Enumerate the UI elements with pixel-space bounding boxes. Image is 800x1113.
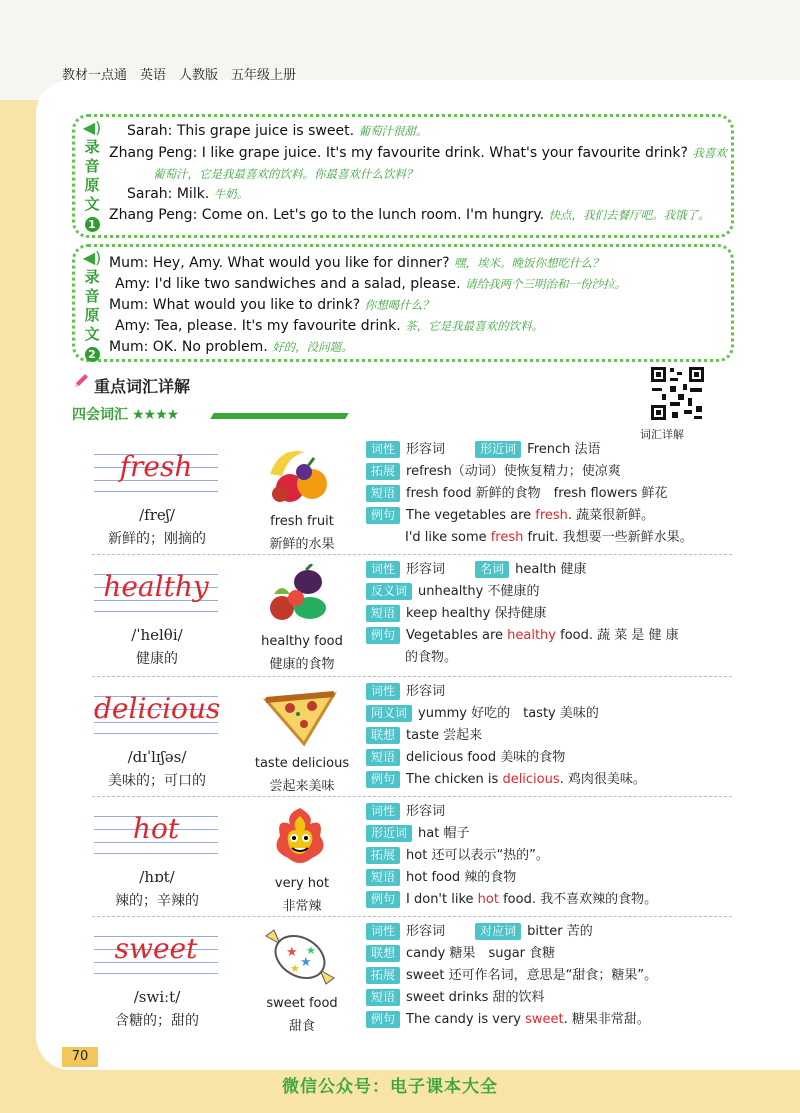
category-tag: 词性 [366, 441, 400, 458]
speaker-name: Zhang Peng: [109, 145, 198, 161]
highlighted-word: sweet [525, 1012, 564, 1027]
category-tag: 词性 [366, 561, 400, 578]
info-text: I don't like [406, 892, 478, 907]
row-separator [92, 796, 732, 797]
highlighted-word: hot [477, 892, 499, 907]
info-text: 形容词 [406, 924, 476, 939]
category-tag: 词性 [366, 683, 400, 700]
speaker-name: Mum: [109, 255, 149, 271]
info-line [366, 482, 667, 502]
category-tag: 名词 [475, 561, 509, 578]
english-text: Hey, Amy. What would you like for dinner? [152, 255, 450, 271]
info-text: candy 糖果 sugar 食糖 [406, 946, 556, 961]
transcript-line [109, 145, 727, 161]
vocabulary-row [92, 680, 732, 795]
transcript-number: 1 [85, 217, 100, 232]
info-line [366, 702, 599, 722]
info-line [366, 888, 657, 908]
picture-caption-chinese: 新鲜的水果 [269, 537, 335, 552]
info-line [366, 1008, 650, 1028]
info-text: hat 帽子 [418, 826, 470, 841]
transcript-line [109, 207, 710, 223]
headword: sweet [114, 932, 198, 965]
info-line [366, 866, 516, 886]
highlighted-word: fresh [490, 530, 524, 545]
category-tag: 短语 [366, 989, 400, 1006]
info-text: 形容词 [406, 804, 446, 819]
speaker-name: Amy: [115, 276, 151, 292]
transcript-line [115, 318, 543, 334]
food-illustration [260, 564, 340, 626]
english-text: Tea, please. It's my favourite drink. [154, 318, 401, 334]
footer-wechat: 微信公众号：电子课本大全 [282, 1077, 498, 1097]
chinese-translation: 请给我两个三明治和一份沙拉。 [465, 277, 627, 291]
chinese-translation: 你想喝什么？ [364, 298, 434, 312]
info-text: sweet drinks 甜的饮料 [406, 990, 545, 1005]
info-line [366, 438, 601, 458]
row-separator [92, 676, 732, 677]
vocabulary-row [92, 920, 732, 1035]
highlighted-word: delicious [502, 772, 560, 787]
category-tag: 短语 [366, 485, 400, 502]
chinese-translation: 葡萄汁，它是我最喜欢的饮料。你最喜欢什么饮料？ [153, 167, 418, 181]
page-number: 70 [62, 1047, 98, 1067]
transcript-label [81, 247, 103, 362]
headword: hot [132, 812, 180, 845]
category-tag: 对应词 [475, 923, 521, 940]
info-line [366, 558, 586, 578]
info-text: 形容词 [406, 684, 446, 699]
headword: delicious [94, 692, 221, 725]
category-tag: 联想 [366, 727, 400, 744]
english-text: Come on. Let's go to the lunch room. I'm hungry. [201, 207, 545, 223]
transcript-line [115, 276, 626, 292]
category-tag: 形近词 [475, 441, 521, 458]
info-text: food. 我不喜欢辣的食物。 [498, 892, 658, 907]
highlighted-word: healthy [507, 628, 556, 643]
chinese-translation: 快点，我们去餐厅吧。我饿了。 [548, 208, 710, 222]
info-text: 的食物。 [366, 650, 458, 665]
qr-code-label: 词汇详解 [640, 428, 684, 441]
info-text: Vegetables are [406, 628, 508, 643]
word-level-label [72, 404, 178, 424]
info-text: keep healthy 保持健康 [406, 606, 547, 621]
info-text: The chicken is [406, 772, 503, 787]
transcript-box-1 [72, 114, 734, 238]
info-line [366, 624, 679, 644]
info-text: I'd like some [366, 530, 491, 545]
speaker-name: Amy: [115, 318, 151, 334]
book-header: 教材一点通 英语 人教版 五年级上册 [62, 68, 297, 83]
phonetic: /ˈhelθi/ [131, 626, 183, 644]
transcript-box-2 [72, 244, 734, 362]
transcript-line [127, 186, 248, 202]
transcript-label [81, 117, 103, 232]
section-title: 重点词汇详解 [94, 377, 191, 396]
english-text: I like grape juice. It's my favourite drink. What's your favourite drink? [201, 145, 688, 161]
info-text: health 健康 [515, 562, 587, 577]
transcript-line [153, 166, 418, 182]
speaker-name: Mum: [109, 297, 149, 313]
food-illustration [260, 806, 340, 868]
info-text: French 法语 [527, 442, 601, 457]
vocabulary-row [92, 800, 732, 915]
info-text: yummy 好吃的 tasty 美味的 [418, 706, 599, 721]
info-line [366, 504, 654, 524]
picture-caption-chinese: 健康的食物 [269, 657, 335, 672]
food-illustration [260, 926, 340, 988]
chinese-translation: 茶，它是我最喜欢的饮料。 [405, 319, 544, 333]
info-text: bitter 苦的 [527, 924, 593, 939]
info-text: fresh food 新鲜的食物 fresh flowers 鲜花 [406, 486, 668, 501]
info-line [366, 680, 445, 700]
chinese-meaning: 美味的；可口的 [108, 773, 206, 789]
transcript-number: 2 [85, 347, 100, 362]
speaker-name: Mum: [109, 339, 149, 355]
word-level-text: 四会词汇 [72, 407, 128, 423]
highlighted-word: fresh [535, 508, 568, 523]
english-text: This grape juice is sweet. [176, 123, 355, 139]
category-tag: 形近词 [366, 825, 412, 842]
chinese-translation: 我喜欢 [692, 146, 727, 160]
category-tag: 例句 [366, 1011, 400, 1028]
info-line [366, 986, 545, 1006]
info-text: The candy is very [406, 1012, 526, 1027]
speaker-icon[interactable]: ◀) [82, 248, 102, 267]
transcript-line [109, 255, 603, 271]
speaker-name: Sarah: [127, 123, 173, 139]
english-text: I'd like two sandwiches and a salad, please. [154, 276, 461, 292]
category-tag: 拓展 [366, 463, 400, 480]
vocabulary-row [92, 438, 732, 553]
info-text: hot food 辣的食物 [406, 870, 517, 885]
headword: healthy [103, 570, 209, 603]
info-text: . 蔬菜很新鲜。 [567, 508, 655, 523]
picture-caption-english: fresh fruit [270, 514, 334, 529]
picture-caption-english: healthy food [261, 634, 343, 649]
picture-caption-chinese: 尝起来美味 [269, 779, 335, 794]
phonetic: /swiːt/ [133, 988, 181, 1006]
info-text: unhealthy 不健康的 [418, 584, 540, 599]
vocabulary-row [92, 558, 732, 673]
qr-code-icon[interactable] [650, 366, 705, 421]
info-line [366, 646, 457, 665]
speaker-name: Sarah: [127, 186, 173, 202]
english-text: OK. No problem. [152, 339, 268, 355]
headword: fresh [119, 450, 193, 483]
category-tag: 短语 [366, 605, 400, 622]
info-line [366, 724, 482, 744]
info-text: . 糖果非常甜。 [563, 1012, 650, 1027]
transcript-label-text: 录音原文 [82, 269, 101, 345]
info-line [366, 768, 646, 788]
category-tag: 例句 [366, 771, 400, 788]
chinese-meaning: 辣的；辛辣的 [115, 893, 199, 909]
info-line [366, 822, 469, 842]
info-text: sweet 还可作名词，意思是“甜食；糖果”。 [406, 968, 658, 983]
category-tag: 短语 [366, 749, 400, 766]
info-line [366, 746, 565, 766]
info-text: delicious food 美味的食物 [406, 750, 566, 765]
info-text: The vegetables are [406, 508, 536, 523]
chinese-translation: 葡萄汁很甜。 [358, 124, 428, 138]
category-tag: 例句 [366, 627, 400, 644]
phonetic: /dɪˈlɪʃəs/ [127, 748, 187, 766]
category-tag: 例句 [366, 891, 400, 908]
category-tag: 同义词 [366, 705, 412, 722]
info-text: . 鸡肉很美味。 [559, 772, 646, 787]
row-separator [92, 916, 732, 917]
info-text: taste 尝起来 [406, 728, 483, 743]
picture-caption-chinese: 非常辣 [282, 899, 322, 914]
picture-caption-english: sweet food [266, 996, 338, 1011]
info-line [366, 580, 539, 600]
info-text: 形容词 [406, 442, 476, 457]
info-text: 形容词 [406, 562, 476, 577]
category-tag: 词性 [366, 923, 400, 940]
svg-text:★: ★ [306, 944, 316, 957]
info-line [366, 460, 621, 480]
section-underline [210, 413, 348, 419]
info-line [366, 800, 445, 820]
phonetic: /freʃ/ [139, 506, 175, 524]
category-tag: 拓展 [366, 847, 400, 864]
picture-caption-chinese: 甜食 [288, 1019, 315, 1034]
info-line [366, 942, 555, 962]
svg-text:★: ★ [286, 945, 298, 960]
transcript-line [109, 339, 353, 355]
chinese-translation: 嘿，埃米。晚饭你想吃什么？ [453, 256, 604, 270]
info-text: hot 还可以表示“热的”。 [406, 848, 549, 863]
picture-caption-english: taste delicious [254, 756, 350, 771]
star-icons: ★★★★ [132, 407, 179, 423]
info-text: fruit. 我想要一些新鲜水果。 [523, 530, 693, 545]
transcript-line [127, 123, 427, 139]
chinese-meaning: 健康的 [136, 651, 178, 667]
english-text: Milk. [176, 186, 210, 202]
food-illustration [260, 686, 340, 748]
category-tag: 词性 [366, 803, 400, 820]
info-line [366, 964, 657, 984]
transcript-label-text: 录音原文 [82, 139, 101, 215]
chinese-meaning: 新鲜的；刚摘的 [108, 531, 206, 547]
pencil-icon [72, 372, 90, 390]
info-line [366, 526, 693, 545]
category-tag: 联想 [366, 945, 400, 962]
category-tag: 拓展 [366, 967, 400, 984]
transcript-line [109, 297, 434, 313]
info-text: food. 蔬 菜 是 健 康 [556, 628, 679, 643]
english-text: What would you like to drink? [152, 297, 361, 313]
info-line [366, 920, 593, 940]
picture-caption-english: very hot [274, 876, 330, 891]
svg-text:★: ★ [290, 962, 300, 975]
category-tag: 反义词 [366, 583, 412, 600]
speaker-icon[interactable]: ◀) [82, 118, 102, 137]
food-illustration [260, 444, 340, 506]
phonetic: /hɒt/ [139, 868, 175, 886]
category-tag: 短语 [366, 869, 400, 886]
svg-text:★: ★ [300, 955, 312, 970]
info-text: refresh（动词）使恢复精力；使凉爽 [406, 464, 621, 479]
row-separator [92, 554, 732, 555]
chinese-translation: 好的，没问题。 [272, 340, 353, 354]
speaker-name: Zhang Peng: [109, 207, 198, 223]
category-tag: 例句 [366, 507, 400, 524]
info-line [366, 602, 546, 622]
chinese-meaning: 含糖的；甜的 [115, 1013, 199, 1029]
info-line [366, 844, 549, 864]
chinese-translation: 牛奶。 [213, 187, 249, 201]
